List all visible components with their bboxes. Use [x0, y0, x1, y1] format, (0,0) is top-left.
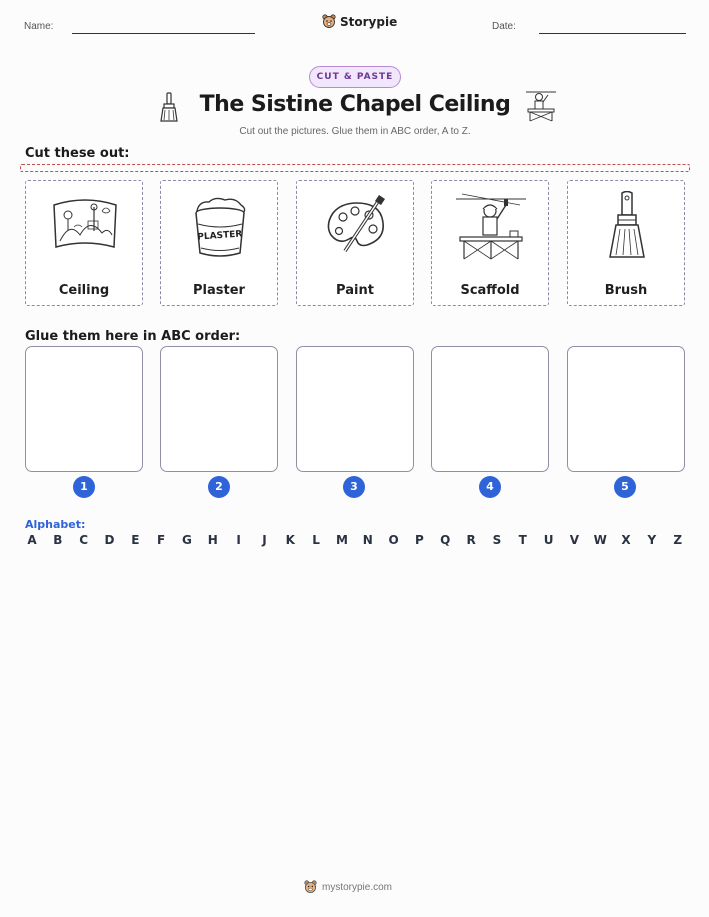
alphabet-letter: L	[312, 533, 320, 547]
alphabet-row	[25, 533, 685, 547]
alphabet-letter: H	[207, 533, 218, 547]
cut-card-brush[interactable]	[567, 180, 685, 306]
cut-line	[20, 164, 690, 172]
card-label: Scaffold	[460, 283, 520, 298]
glue-slot-5[interactable]	[567, 346, 685, 472]
date-label: Date:	[492, 21, 516, 32]
alphabet-letter: E	[131, 533, 140, 547]
plaster-bucket-icon	[185, 191, 255, 261]
alphabet-letter: A	[27, 533, 37, 547]
glue-slot-2[interactable]	[160, 346, 278, 472]
glue-slot-3[interactable]	[296, 346, 414, 472]
cut-card-scaffold[interactable]	[431, 180, 549, 306]
alphabet-letter: Y	[647, 533, 657, 547]
card-label: Plaster	[193, 283, 245, 298]
storypie-bear-icon	[304, 880, 317, 894]
scaffold-worker-icon	[456, 191, 526, 261]
svg-text:PLASTER: PLASTER	[197, 229, 243, 243]
ceiling-fresco-icon	[50, 191, 120, 261]
instructions: Cut out the pictures. Glue them in ABC order, A to Z.	[239, 126, 471, 137]
alphabet-letter: K	[285, 533, 295, 547]
glue-section-heading: Glue them here in ABC order:	[25, 329, 241, 344]
alphabet-letter: F	[157, 533, 166, 547]
alphabet-letter: D	[104, 533, 115, 547]
page-title: The Sistine Chapel Ceiling	[199, 92, 511, 117]
title-brush-icon	[158, 92, 180, 122]
slot-number-5: 5	[614, 476, 636, 498]
date-line[interactable]	[539, 33, 686, 34]
alphabet-letter: U	[543, 533, 554, 547]
alphabet-letter: S	[492, 533, 502, 547]
alphabet-letter: O	[388, 533, 399, 547]
footer	[304, 880, 392, 894]
brand-logo	[322, 14, 397, 29]
alphabet-letter: M	[335, 533, 348, 547]
alphabet-letter: P	[415, 533, 424, 547]
slot-number-4: 4	[479, 476, 501, 498]
cut-card-paint[interactable]	[296, 180, 414, 306]
paintbrush-icon	[592, 191, 662, 261]
glue-slot-4[interactable]	[431, 346, 549, 472]
alphabet-letter: Q	[440, 533, 451, 547]
footer-url[interactable]: mystorypie.com	[322, 881, 393, 893]
alphabet-letter: N	[362, 533, 373, 547]
slot-number-3: 3	[343, 476, 365, 498]
alphabet-label: Alphabet:	[25, 518, 86, 531]
paint-palette-icon	[321, 191, 391, 261]
glue-slot-1[interactable]	[25, 346, 143, 472]
name-line[interactable]	[72, 33, 255, 34]
storypie-bear-icon	[322, 14, 336, 29]
alphabet-letter: I	[236, 533, 241, 547]
card-label: Ceiling	[58, 283, 110, 298]
slot-number-2: 2	[208, 476, 230, 498]
card-label: Paint	[336, 283, 374, 298]
slot-number-1: 1	[73, 476, 95, 498]
alphabet-letter: G	[182, 533, 192, 547]
alphabet-letter: W	[593, 533, 607, 547]
card-label: Brush	[604, 283, 648, 298]
cut-paste-badge: CUT & PASTE	[309, 66, 401, 88]
alphabet-letter: B	[53, 533, 63, 547]
cut-card-ceiling[interactable]	[25, 180, 143, 306]
alphabet-letter: C	[79, 533, 89, 547]
cut-section-heading: Cut these out:	[25, 146, 130, 161]
cut-card-plaster[interactable]	[160, 180, 278, 306]
alphabet-letter: J	[262, 533, 267, 547]
alphabet-letter: R	[466, 533, 476, 547]
title-scaffold-icon	[524, 88, 558, 122]
name-label: Name:	[24, 21, 54, 32]
alphabet-letter: Z	[673, 533, 683, 547]
alphabet-letter: V	[569, 533, 580, 547]
alphabet-letter: X	[621, 533, 631, 547]
alphabet-letter: T	[518, 533, 527, 547]
brand-name: Storypie	[340, 14, 398, 29]
